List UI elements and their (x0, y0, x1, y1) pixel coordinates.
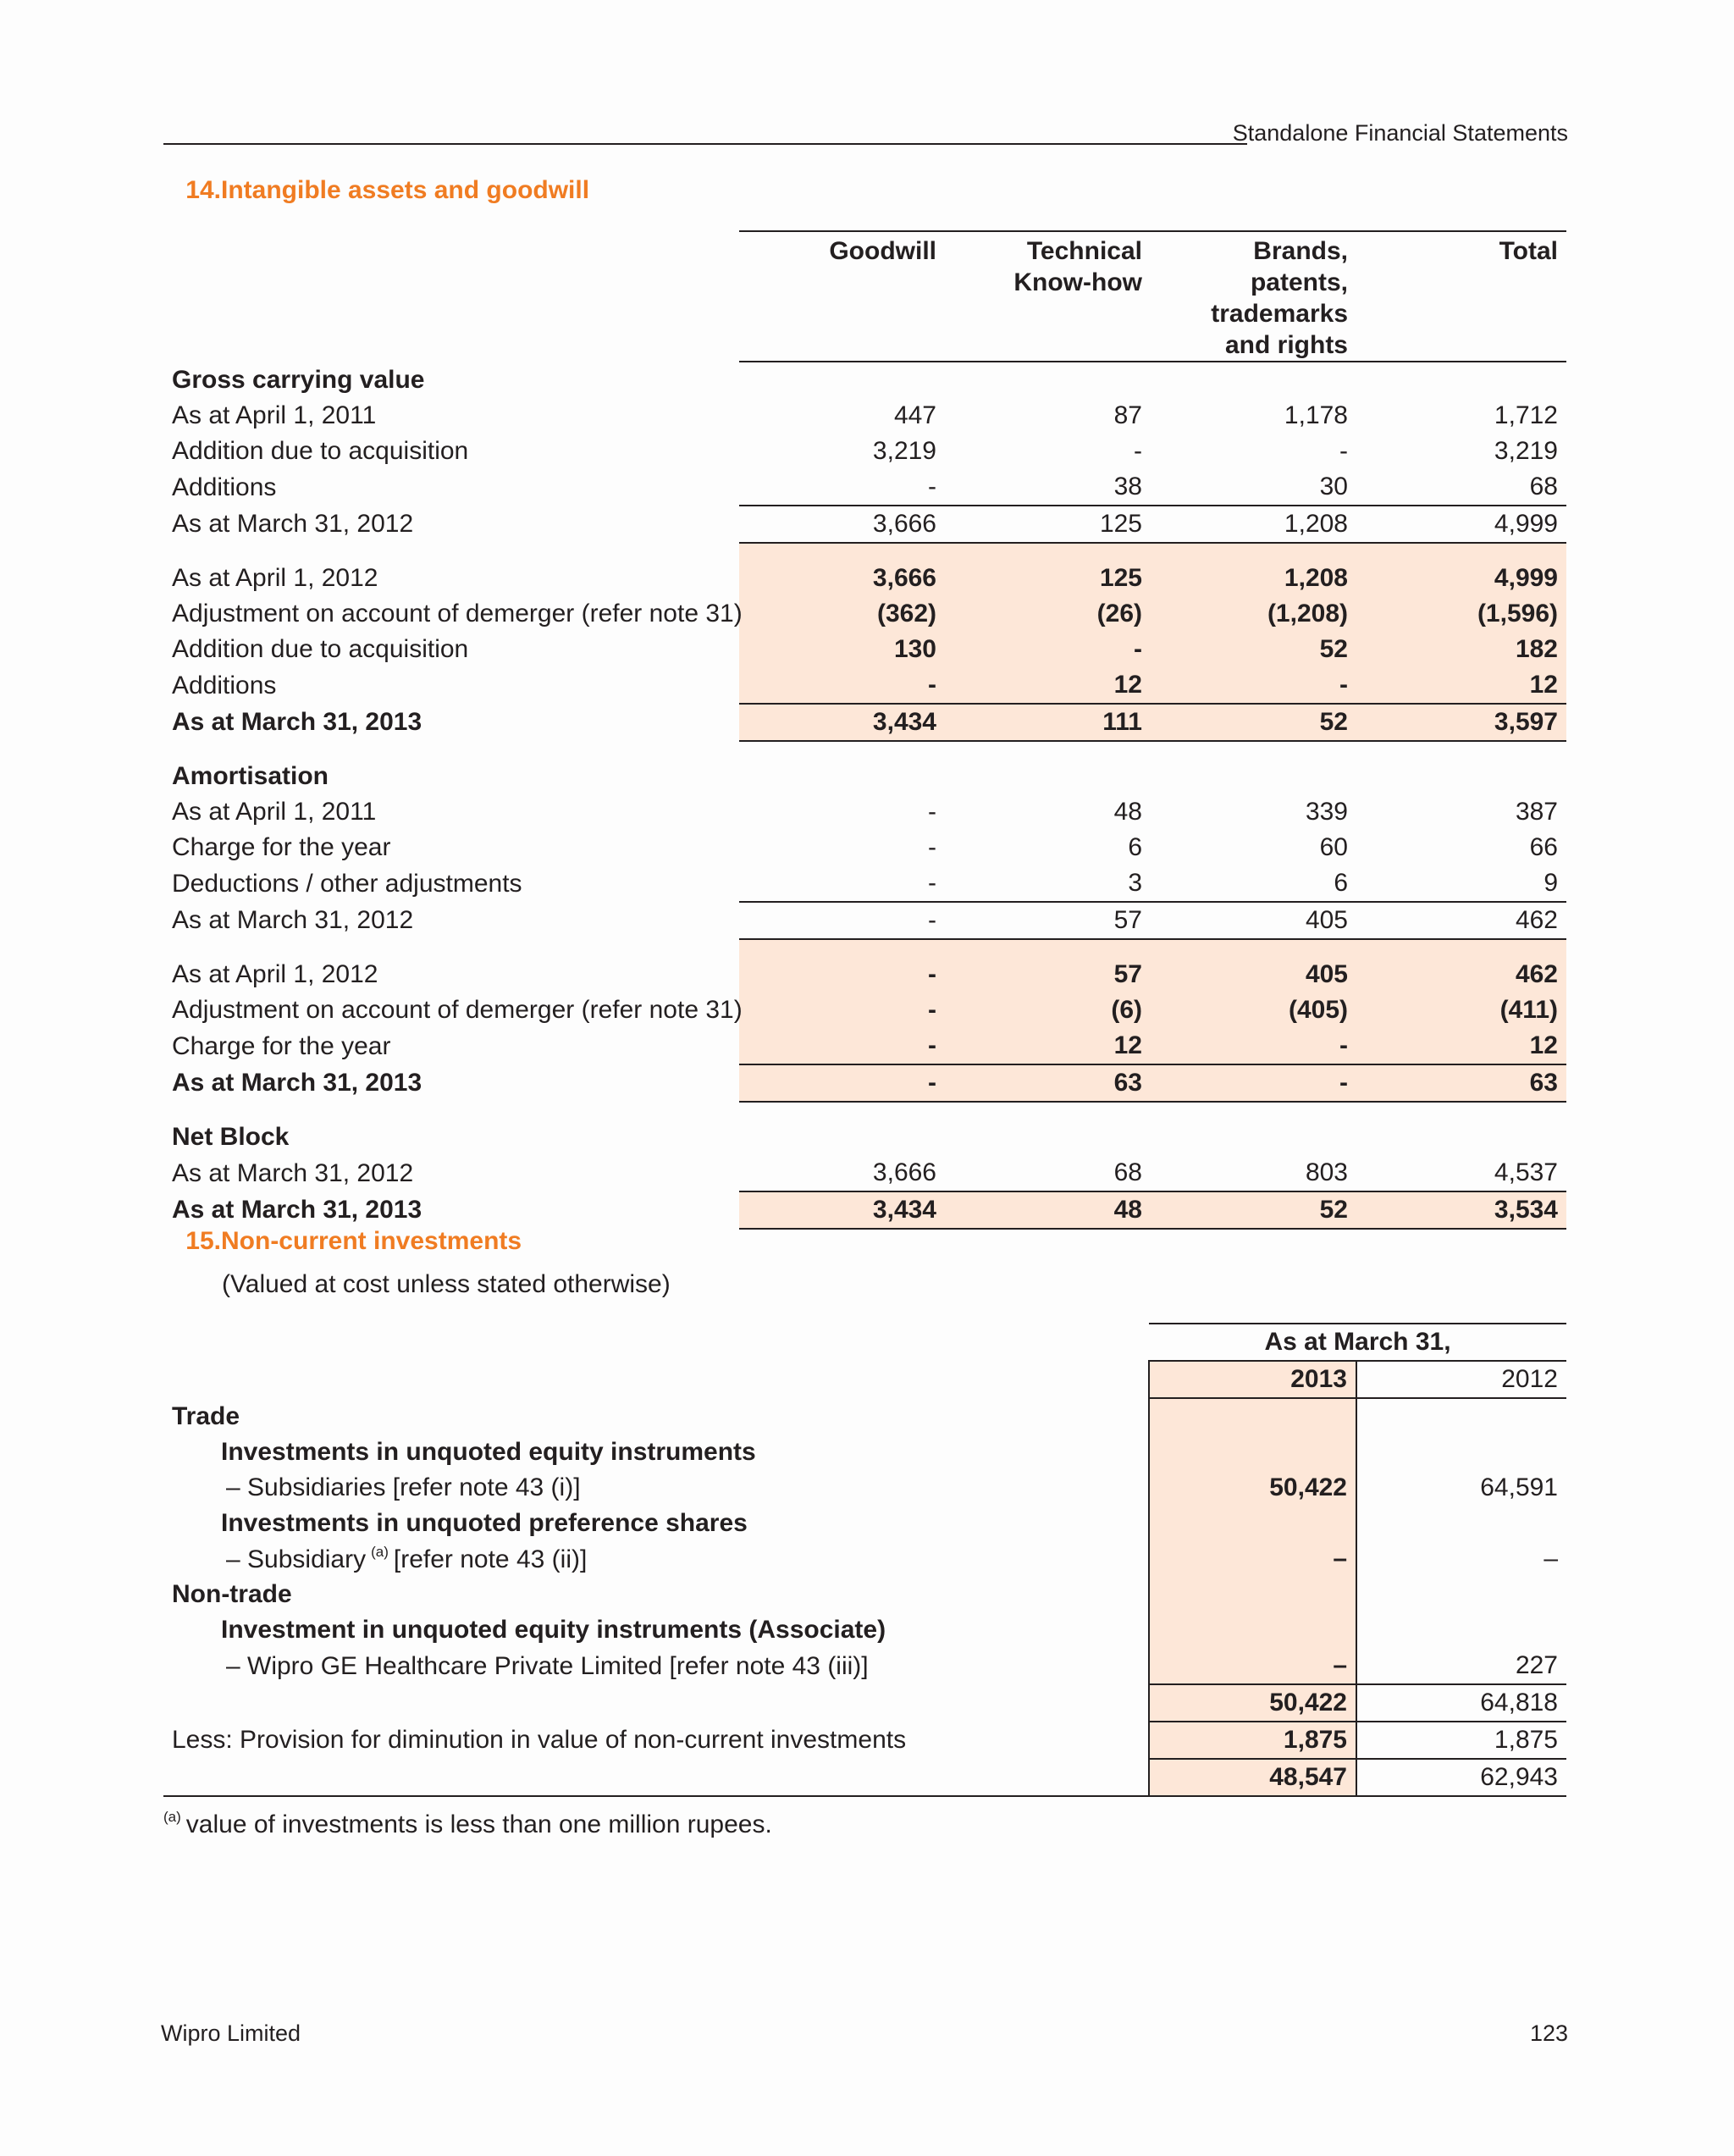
cell: 60 (1319, 833, 1348, 861)
cell: 57 (945, 902, 1151, 939)
cell: 130 (739, 632, 945, 667)
row-heading: Amortisation (172, 762, 329, 790)
column-header-technical-know-how: Technical Know-how (945, 231, 1151, 362)
cell: - (928, 833, 936, 861)
footnote-text: value of investments is less than one million rupees. (185, 1810, 772, 1838)
cell: 63 (1356, 1064, 1566, 1102)
row-label: As at March 31, 2012 (172, 510, 414, 538)
subtotal-2013: 50,422 (1149, 1684, 1356, 1722)
cell: 9 (1543, 869, 1558, 897)
column-header-blank (163, 231, 739, 362)
table-row (163, 902, 1566, 939)
year-header-2013: 2013 (1149, 1361, 1356, 1398)
cell: 6 (1128, 833, 1142, 861)
cell: 87 (1113, 401, 1142, 429)
cell: 1,875 (1356, 1722, 1566, 1759)
footer-company: Wipro Limited (161, 2021, 301, 2046)
table-row (163, 1191, 1566, 1229)
row-label: Additions (172, 473, 277, 501)
row-label-suffix: [refer note 43 (ii)] (393, 1545, 588, 1573)
cell: 48 (1113, 798, 1142, 826)
as-at-header: As at March 31, (1149, 1324, 1566, 1361)
row-label: As at March 31, 2012 (172, 906, 414, 934)
cell: - (928, 869, 936, 897)
cell (1356, 1506, 1566, 1541)
row-label: – Wipro GE Healthcare Private Limited [refer note 43 (iii)] (226, 1651, 869, 1680)
section-14-number: 14. (185, 176, 221, 204)
cell (1356, 1612, 1566, 1648)
table-row (163, 759, 1566, 794)
section-14-heading: Intangible assets and goodwill (221, 176, 590, 204)
cell: - (1151, 667, 1356, 704)
cell (1149, 1612, 1356, 1648)
row-label-text: – Subsidiary (226, 1545, 367, 1573)
cell: (1,596) (1356, 596, 1566, 632)
cell: - (1134, 437, 1142, 465)
cell: 3,666 (739, 506, 945, 543)
intangible-assets-table (163, 230, 1566, 1230)
cell: 63 (945, 1064, 1151, 1102)
table-row (163, 1506, 1566, 1541)
table-row (163, 398, 1566, 434)
section-15-title (163, 1227, 522, 1256)
table-row (163, 596, 1566, 632)
cell: 462 (1356, 902, 1566, 939)
cell: 12 (1356, 1028, 1566, 1064)
table-row (163, 1028, 1566, 1064)
row-label (163, 1684, 1149, 1722)
cell (1149, 1577, 1356, 1612)
table-row (163, 1722, 1566, 1759)
cell: - (1151, 1028, 1356, 1064)
cell: - (945, 632, 1151, 667)
table-row (163, 362, 1566, 398)
cell: (405) (1151, 992, 1356, 1028)
section-15-number: 15. (185, 1227, 221, 1255)
cell: - (1151, 1064, 1356, 1102)
row-label: Addition due to acquisition (172, 635, 469, 663)
row-heading: Gross carrying value (172, 365, 425, 394)
cell: 4,999 (1356, 561, 1566, 596)
cell: 405 (1151, 902, 1356, 939)
non-current-investments-table (163, 1323, 1566, 1797)
cell: 12 (945, 667, 1151, 704)
cell: 1,875 (1149, 1722, 1356, 1759)
column-header-goodwill: Goodwill (739, 231, 945, 362)
cell: 3,597 (1356, 704, 1566, 741)
cell: 405 (1151, 957, 1356, 992)
cell: 4,999 (1356, 506, 1566, 543)
cell (1356, 1435, 1566, 1470)
header-rule (163, 143, 1247, 145)
cell: 3,434 (739, 704, 945, 741)
cell: 3,666 (739, 561, 945, 596)
cell: 68 (945, 1155, 1151, 1191)
table-row (163, 1470, 1566, 1506)
row-label: As at April 1, 2011 (172, 798, 377, 826)
table-row (163, 1119, 1566, 1155)
cell: - (739, 1028, 945, 1064)
row-heading: Net Block (172, 1123, 290, 1151)
section-15-subtitle: (Valued at cost unless stated otherwise) (222, 1270, 671, 1298)
cell: 3,534 (1356, 1191, 1566, 1229)
cell: 462 (1356, 957, 1566, 992)
cell: 227 (1515, 1651, 1558, 1679)
cell: 1,178 (1284, 401, 1348, 429)
footnote-marker: (a) (371, 1544, 389, 1560)
cell: 12 (1356, 667, 1566, 704)
table-row (163, 1398, 1566, 1435)
cell: (362) (739, 596, 945, 632)
column-header-total: Total (1356, 231, 1566, 362)
cell: 1,208 (1151, 561, 1356, 596)
row-label (163, 1759, 1149, 1796)
cell: 3,219 (1494, 437, 1558, 465)
cell: 52 (1151, 632, 1356, 667)
cell: 182 (1356, 632, 1566, 667)
cell (1149, 1435, 1356, 1470)
footnote-marker: (a) (163, 1809, 181, 1825)
cell: 50,422 (1149, 1470, 1356, 1506)
header-title: Standalone Financial Statements (1232, 120, 1568, 146)
row-label: – Subsidiaries [refer note 43 (i)] (226, 1473, 581, 1501)
cell: 57 (945, 957, 1151, 992)
cell: - (928, 473, 936, 500)
table-row (163, 1541, 1566, 1577)
table-row (163, 1612, 1566, 1648)
table-row (163, 992, 1566, 1028)
page-number: 123 (1529, 2021, 1568, 2046)
cell: (26) (945, 596, 1151, 632)
cell (1149, 1398, 1356, 1435)
cell: 3,219 (872, 437, 936, 465)
row-label: Investments in unquoted equity instruments (221, 1438, 756, 1466)
table-row (163, 1577, 1566, 1612)
cell: 3,434 (739, 1191, 945, 1229)
cell: 48 (945, 1191, 1151, 1229)
row-label: Charge for the year (172, 833, 391, 861)
cell: (411) (1356, 992, 1566, 1028)
cell: 1,712 (1494, 401, 1558, 429)
cell: 339 (1305, 798, 1348, 826)
cell: 4,537 (1356, 1155, 1566, 1191)
row-label: Investment in unquoted equity instruments (Associate) (221, 1616, 886, 1644)
cell: (6) (945, 992, 1151, 1028)
row-label: As at April 1, 2012 (172, 564, 378, 592)
table-row (163, 704, 1566, 741)
total-2013: 48,547 (1149, 1759, 1356, 1796)
cell: 38 (1113, 473, 1142, 500)
table-row (163, 1064, 1566, 1102)
row-label: Additions (172, 671, 277, 699)
row-label: Investments in unquoted preference shares (221, 1509, 748, 1537)
row-label: As at March 31, 2012 (172, 1158, 414, 1187)
row-label (163, 1541, 1149, 1577)
cell (1356, 1398, 1566, 1435)
row-label: As at April 1, 2012 (172, 960, 378, 988)
row-label: As at March 31, 2013 (172, 1196, 422, 1224)
cell: 52 (1151, 704, 1356, 741)
cell: 30 (1319, 473, 1348, 500)
cell: - (1339, 437, 1348, 465)
row-label: Deductions / other adjustments (172, 869, 522, 898)
row-label: As at March 31, 2013 (172, 708, 422, 736)
table-row (163, 1435, 1566, 1470)
table-row (163, 865, 1566, 902)
row-label: Less: Provision for diminution in value of non-current investments (172, 1726, 907, 1754)
footnote (163, 1809, 772, 1839)
table-row (163, 506, 1566, 543)
cell: 3 (1128, 869, 1142, 897)
cell: - (739, 667, 945, 704)
cell: – (1149, 1541, 1356, 1577)
cell: - (739, 902, 945, 939)
table-row (163, 830, 1566, 865)
row-label: Adjustment on account of demerger (refer note 31) (172, 996, 743, 1024)
cell: 52 (1151, 1191, 1356, 1229)
cell: 125 (945, 506, 1151, 543)
cell: 12 (945, 1028, 1151, 1064)
cell: 66 (1529, 833, 1558, 861)
subtotal-2012: 64,818 (1356, 1684, 1566, 1722)
cell: 447 (893, 401, 936, 429)
table-row (163, 1759, 1566, 1796)
cell: (1,208) (1151, 596, 1356, 632)
table-row (163, 1648, 1566, 1684)
cell (1149, 1506, 1356, 1541)
table-row (163, 1684, 1566, 1722)
row-label: As at April 1, 2011 (172, 401, 377, 429)
table-row (163, 434, 1566, 469)
row-label: Trade (172, 1401, 240, 1430)
cell (1356, 1577, 1566, 1612)
row-label: Non-trade (172, 1580, 292, 1608)
row-label: Adjustment on account of demerger (refer note 31) (172, 600, 743, 627)
cell: - (739, 992, 945, 1028)
row-label: As at March 31, 2013 (172, 1069, 422, 1097)
cell: - (739, 1064, 945, 1102)
cell: 64,591 (1480, 1473, 1558, 1501)
cell: 125 (945, 561, 1151, 596)
table-row (163, 794, 1566, 830)
total-2012: 62,943 (1356, 1759, 1566, 1796)
cell: 68 (1529, 473, 1558, 500)
cell: – (1149, 1648, 1356, 1684)
cell: - (928, 798, 936, 826)
section-14-title (163, 176, 589, 205)
table-row (163, 1155, 1566, 1191)
column-header-brands: Brands, patents, trademarks and rights (1151, 231, 1356, 362)
section-15-heading: Non-current investments (221, 1227, 522, 1255)
row-label: Addition due to acquisition (172, 437, 469, 465)
table-row (163, 667, 1566, 704)
row-label: Charge for the year (172, 1031, 391, 1060)
table-row (163, 469, 1566, 506)
cell: 803 (1151, 1155, 1356, 1191)
cell: - (739, 957, 945, 992)
cell: 111 (945, 704, 1151, 741)
table-row (163, 561, 1566, 596)
cell: 387 (1515, 798, 1558, 826)
cell: 6 (1334, 869, 1348, 897)
table-row (163, 957, 1566, 992)
cell: 3,666 (739, 1155, 945, 1191)
cell: 1,208 (1151, 506, 1356, 543)
year-header-2012: 2012 (1356, 1361, 1566, 1398)
cell: – (1543, 1545, 1558, 1573)
table-row (163, 632, 1566, 667)
